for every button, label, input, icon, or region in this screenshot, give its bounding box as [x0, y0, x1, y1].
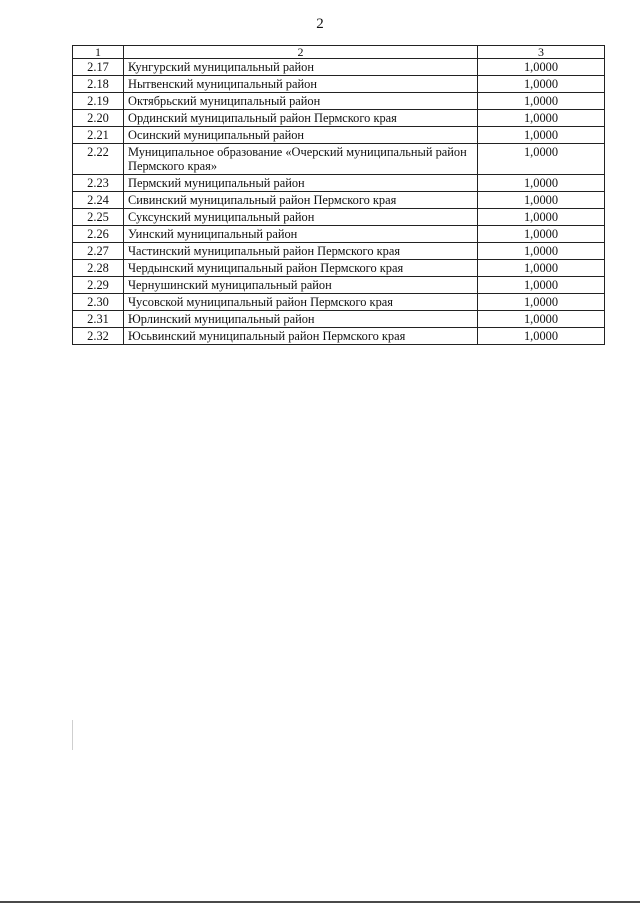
municipal-coefficients-table [72, 45, 605, 345]
table-row [73, 59, 605, 76]
table-row [73, 209, 605, 226]
municipality-name-cell: Осинский муниципальный район [124, 127, 478, 144]
table-row [73, 277, 605, 294]
table-row [73, 76, 605, 93]
table-row [73, 110, 605, 127]
row-number-cell: 2.24 [73, 192, 124, 209]
table-row [73, 243, 605, 260]
page-bottom-edge [0, 901, 640, 903]
coefficient-value-cell: 1,0000 [478, 192, 605, 209]
header-row [73, 46, 605, 59]
row-number-cell: 2.29 [73, 277, 124, 294]
table-row [73, 260, 605, 277]
page-number: 2 [316, 16, 324, 32]
row-number-cell: 2.31 [73, 311, 124, 328]
row-number-cell: 2.28 [73, 260, 124, 277]
row-number-cell: 2.20 [73, 110, 124, 127]
row-number-cell: 2.27 [73, 243, 124, 260]
row-number-cell: 2.22 [73, 144, 124, 175]
coefficient-value-cell: 1,0000 [478, 175, 605, 192]
municipality-name-cell: Пермский муниципальный район [124, 175, 478, 192]
header-col-3: 3 [478, 46, 605, 59]
table-row [73, 192, 605, 209]
row-number-cell: 2.17 [73, 59, 124, 76]
table-row [73, 93, 605, 110]
coefficient-value-cell: 1,0000 [478, 59, 605, 76]
table-row [73, 328, 605, 345]
header-col-2: 2 [124, 46, 478, 59]
municipality-name-cell: Муниципальное образование «Очерский муниципальный район Пермского края» [124, 144, 478, 175]
municipality-name-cell: Ординский муниципальный район Пермского края [124, 110, 478, 127]
coefficient-value-cell: 1,0000 [478, 294, 605, 311]
coefficient-value-cell: 1,0000 [478, 328, 605, 345]
row-number-cell: 2.18 [73, 76, 124, 93]
municipality-name-cell: Сивинский муниципальный район Пермского края [124, 192, 478, 209]
scan-artifact-line [72, 720, 73, 750]
municipality-name-cell: Суксунский муниципальный район [124, 209, 478, 226]
coefficient-value-cell: 1,0000 [478, 144, 605, 175]
table-row [73, 311, 605, 328]
row-number-cell: 2.26 [73, 226, 124, 243]
coefficient-value-cell: 1,0000 [478, 93, 605, 110]
coefficient-value-cell: 1,0000 [478, 311, 605, 328]
table-row [73, 294, 605, 311]
coefficient-value-cell: 1,0000 [478, 277, 605, 294]
row-number-cell: 2.25 [73, 209, 124, 226]
municipality-name-cell: Уинский муниципальный район [124, 226, 478, 243]
municipality-name-cell: Нытвенский муниципальный район [124, 76, 478, 93]
municipality-name-cell: Юсьвинский муниципальный район Пермского края [124, 328, 478, 345]
municipality-name-cell: Чернушинский муниципальный район [124, 277, 478, 294]
municipality-name-cell: Частинский муниципальный район Пермского края [124, 243, 478, 260]
coefficient-value-cell: 1,0000 [478, 209, 605, 226]
row-number-cell: 2.21 [73, 127, 124, 144]
coefficient-value-cell: 1,0000 [478, 76, 605, 93]
municipality-name-cell: Чусовской муниципальный район Пермского края [124, 294, 478, 311]
municipality-name-cell: Кунгурский муниципальный район [124, 59, 478, 76]
row-number-cell: 2.23 [73, 175, 124, 192]
row-number-cell: 2.32 [73, 328, 124, 345]
municipality-name-cell: Октябрьский муниципальный район [124, 93, 478, 110]
row-number-cell: 2.30 [73, 294, 124, 311]
table-row [73, 226, 605, 243]
municipality-name-cell: Юрлинский муниципальный район [124, 311, 478, 328]
row-number-cell: 2.19 [73, 93, 124, 110]
table-row [73, 144, 605, 175]
header-col-1: 1 [73, 46, 124, 59]
coefficient-value-cell: 1,0000 [478, 110, 605, 127]
table-row [73, 175, 605, 192]
table-body [73, 59, 605, 345]
coefficient-value-cell: 1,0000 [478, 260, 605, 277]
coefficient-value-cell: 1,0000 [478, 243, 605, 260]
table-row [73, 127, 605, 144]
table-header [73, 46, 605, 59]
coefficient-value-cell: 1,0000 [478, 127, 605, 144]
municipality-name-cell: Чердынский муниципальный район Пермского края [124, 260, 478, 277]
coefficient-value-cell: 1,0000 [478, 226, 605, 243]
